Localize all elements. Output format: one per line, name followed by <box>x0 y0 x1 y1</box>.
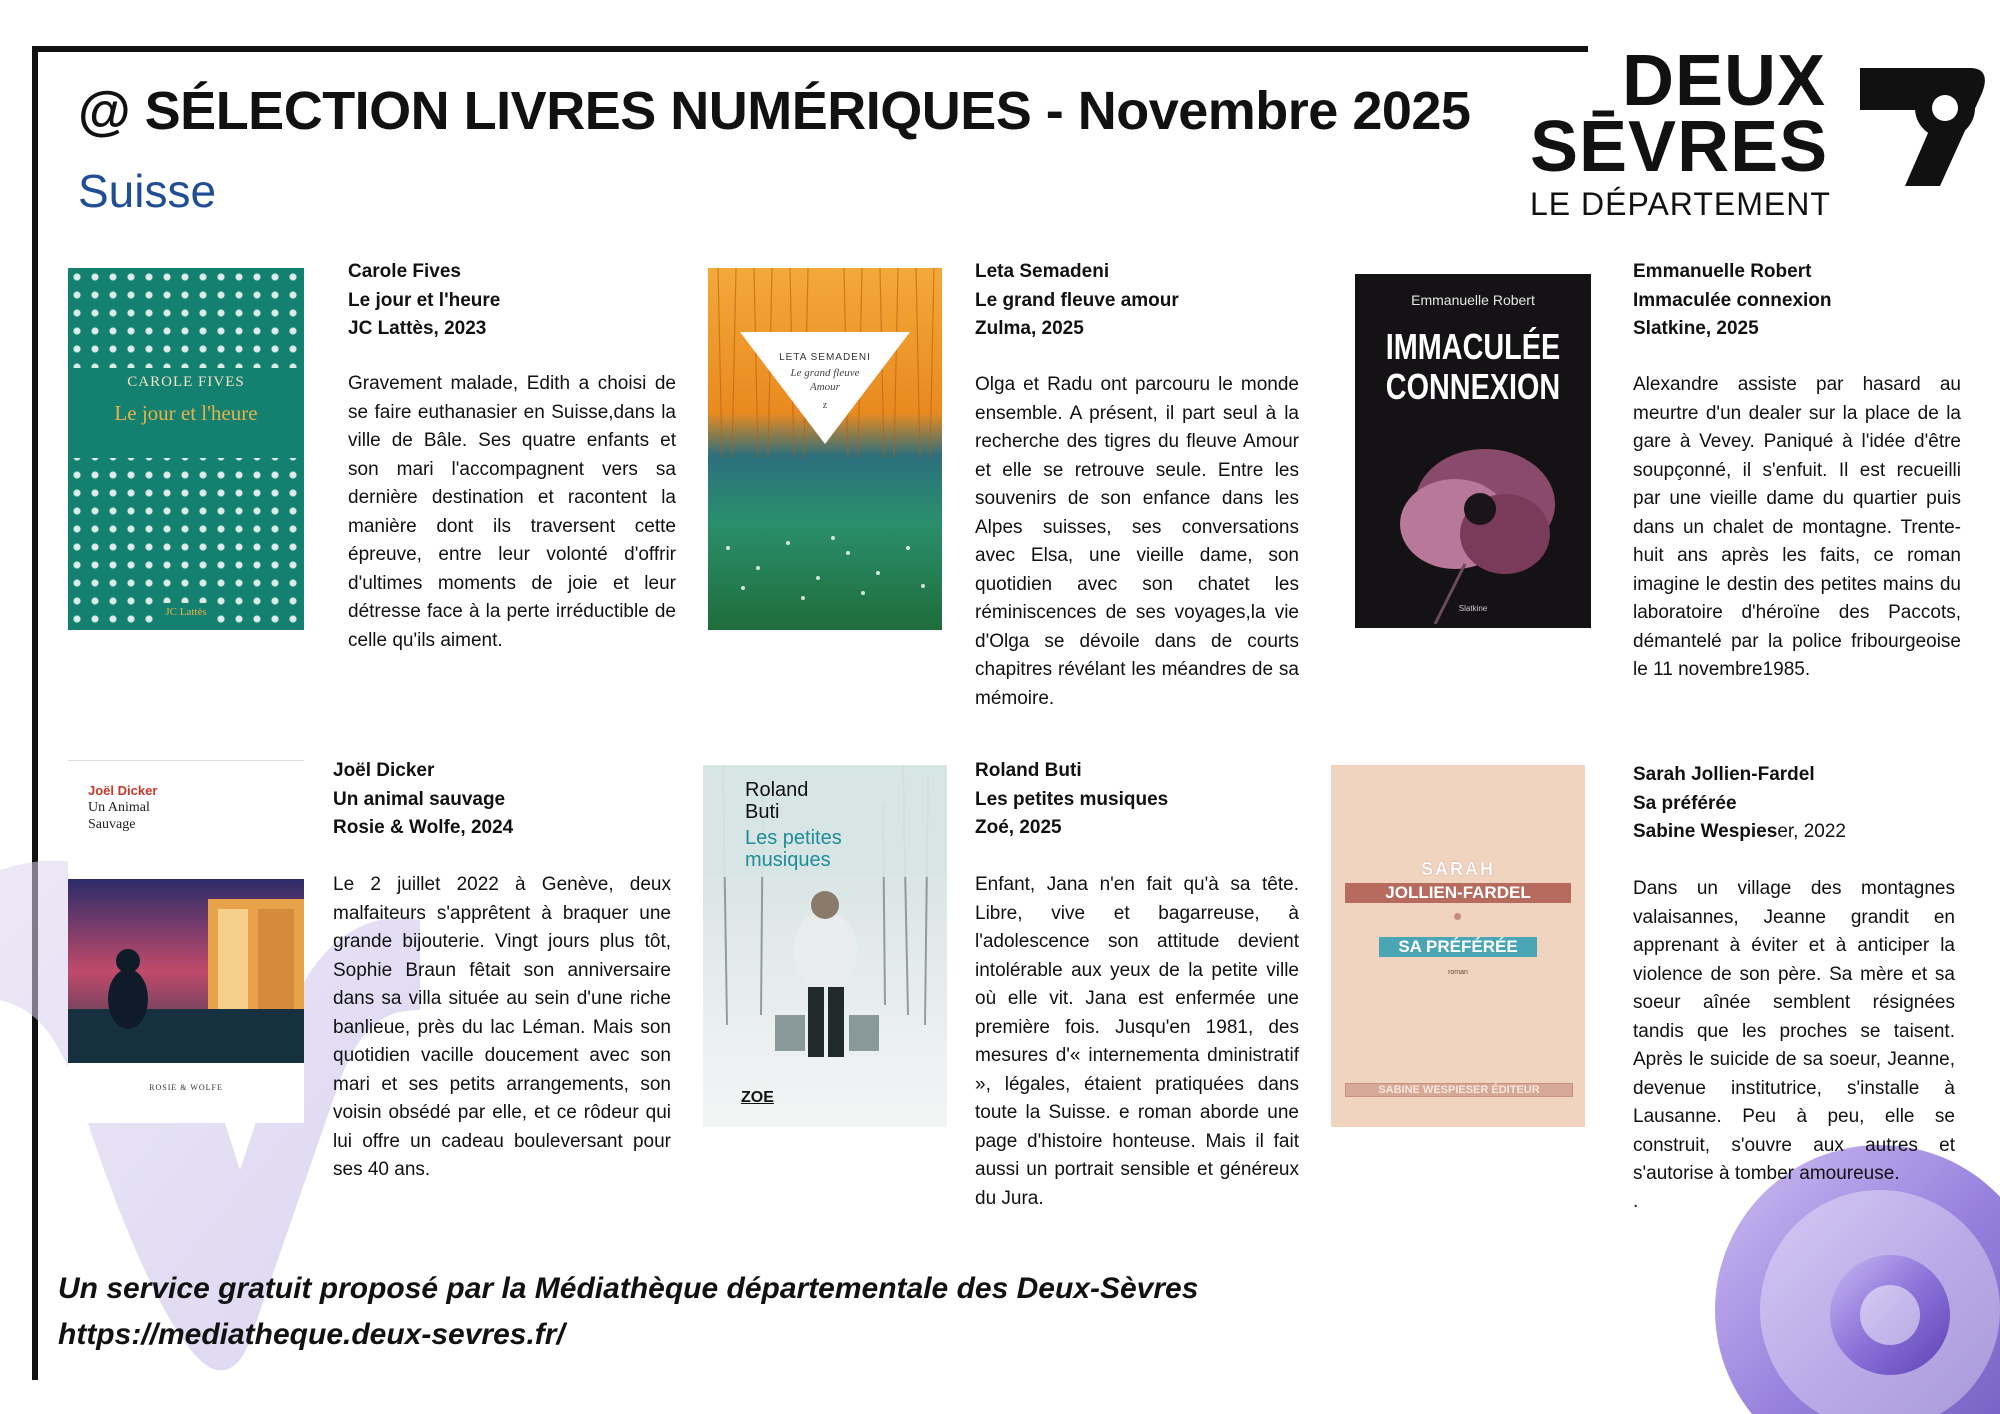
cover-title: Le grand fleuve Amour <box>790 367 860 393</box>
book-description: Dans un village des montagnes valaisannes, Jeanne grandit en apprenant à éviter et à anticiper la violence de son père. Sa mère et sa soeur aînée semblent résignées tandis que les proches se taisent. Après le suicide de sa soeur, Jeanne, devenue institutrice, s'installe à Lausanne. Peu à peu, elle se construit, s'ouvre aux autres et s'autorise à tomber amoureuse. <box>1633 878 1955 1184</box>
book-title: Le jour et l'heure <box>348 289 501 311</box>
book-author: Sarah Jollien-Fardel <box>1633 764 1815 785</box>
book-title: Immaculée connexion <box>1633 289 1832 311</box>
footer-url-link[interactable]: https://mediatheque.deux-sevres.fr/ <box>58 1318 565 1351</box>
book-publisher: Rosie & Wolfe, 2024 <box>333 817 514 838</box>
cover-author-line1: SARAH <box>1420 859 1495 879</box>
book-cover-le-jour-et-l-heure <box>68 268 304 630</box>
cover-publisher: SABINE WESPIESER ÉDITEUR <box>1345 1083 1573 1097</box>
page-subtitle: Suisse <box>78 165 217 217</box>
book-author: Emmanuelle Robert <box>1633 261 1812 282</box>
cover-author-line1: Roland <box>745 779 809 801</box>
footer-service-text: Un service gratuit proposé par la Médiathèque départementale des Deux-Sèvres <box>58 1272 1199 1305</box>
book-description: Olga et Radu ont parcouru le monde ensemble. A présent, il part seul à la recherche des tigres du fleuve Amour et elle se retrouve seule. Entre les souvenirs de son enfance dans les Alpes suisses, ses conversations avec Elsa, une vieille dame, son quotidien avec son chatet les réminiscences de ses voyages,la vie d'Olga se dévoile dans de courts chapitres révélant les méandres de sa mémoire. <box>975 374 1299 709</box>
cover-title-line2: Sauvage <box>88 817 136 832</box>
book-description: Gravement malade, Edith a choisi de se faire euthanasier en Suisse,dans la ville de Bâle. Ses quatre enfants et son mari l'accompagnent vers sa dernière destination et racontent la manière dont ils traversent cette épreuve, entre leur volonté d'offrir d'ultimes moments de joie et leur détresse face à la perte irréductible de celle qu'ils aiment. <box>348 373 676 651</box>
book-cover-les-petites-musiques <box>703 765 947 1127</box>
book-publisher-bold: Sabine Wespies <box>1633 821 1778 842</box>
book-info-le-grand-fleuve-amour <box>975 258 1305 344</box>
cover-publisher: ROSIE & WOLFE <box>149 1083 223 1092</box>
cover-author-line2: JOLLIEN-FARDEL <box>1345 883 1571 903</box>
book-title: Le grand fleuve amour <box>975 289 1179 311</box>
book-description: Enfant, Jana n'en fait qu'à sa tête. Libre, vive et bagarreuse, à l'adolescence son attitude devient intolérable aux yeux de la petite ville où elle vit. Jana est enfermée une première fois. Jusqu'en 1981, des mesures d'« internementa dministratif », légales, étaient pratiquées dans toute la Suisse. e roman aborde une page d'histoire honteuse. Mais il fait aussi un portrait sensible et généreux du Jura. <box>975 874 1299 1209</box>
book-publisher: Slatkine, 2025 <box>1633 318 1759 339</box>
book-description-trailing: . <box>1633 1191 1639 1212</box>
logo-text-sevres: SĒVRES <box>1530 107 1829 187</box>
logo-number: 79 <box>1920 128 1922 129</box>
book-cover-un-animal-sauvage <box>68 760 304 1123</box>
book-info-un-animal-sauvage <box>333 757 663 843</box>
book-description: Le 2 juillet 2022 à Genève, deux malfaiteurs s'apprêtent à braquer une grande bijouterie. Vingt jours plus tôt, Sophie Braun fêtait son anniversaire dans sa villa située au sein d'une riche banlieue, près du lac Léman. Mais son quotidien vacille doucement avec son mari et ses petits arrangements, son voisin obsédé par elle, et ce rôdeur qui lui offre un cadeau bouleversant pour ses 40 ans. <box>333 874 671 1180</box>
book-title: Les petites musiques <box>975 788 1169 810</box>
cover-author: CAROLE FIVES <box>127 374 245 390</box>
cover-author: Emmanuelle Robert <box>1411 292 1535 308</box>
cover-publisher: Slatkine <box>1458 604 1488 613</box>
book-info-le-jour-et-l-heure <box>348 258 678 344</box>
book-publisher <box>1633 818 1963 847</box>
logo-79-emblem <box>1850 48 1990 188</box>
cover-publisher: JC Lattès <box>165 606 207 618</box>
book-author: Roland Buti <box>975 760 1082 781</box>
page-title: @ SÉLECTION LIVRES NUMÉRIQUES - Novembre 2025 <box>78 81 1471 141</box>
cover-night-scene <box>68 879 304 1063</box>
book-description: Alexandre assiste par hasard au meurtre d'un dealer sur la place de la gare à Vevey. Paniqué à l'idée d'être soupçonné, il s'enfuit. Il est recueilli par une vieille dame du quartier puis dans un chalet de montagne. Trente-huit ans après les faits, ce roman imagine le destin des petites mains du laboratoire d'héroïne des Paccots, démantelé par la police fribourgeoise le 11 novembre1985. <box>1633 374 1961 680</box>
book-author: Leta Semadeni <box>975 261 1110 282</box>
book-cover-sa-preferee <box>1331 765 1585 1127</box>
book-info-sa-preferee <box>1633 761 1963 847</box>
cover-author: LETA SEMADENI <box>779 352 871 363</box>
cover-author-line2: Buti <box>745 801 780 823</box>
logo-text-deux: DEUX <box>1622 41 1827 121</box>
cover-title: SA PRÉFÉRÉE <box>1379 937 1537 957</box>
book-title: Un animal sauvage <box>333 788 506 810</box>
book-author: Joël Dicker <box>333 760 435 781</box>
cover-title-line1: IMMACULÉE <box>1385 326 1561 367</box>
cover-reeds <box>708 268 942 630</box>
frame-top-border <box>36 46 1588 52</box>
book-publisher: Zulma, 2025 <box>975 318 1084 339</box>
cover-dot <box>1454 913 1461 920</box>
book-cover-immaculee-connexion <box>1355 274 1591 628</box>
logo-text-departement: LE DÉPARTEMENT <box>1530 186 1831 222</box>
cover-title-line1: Un Animal <box>88 800 150 815</box>
cover-poppy-flower <box>1355 424 1591 624</box>
book-info-les-petites-musiques <box>975 757 1305 843</box>
cover-title-line2: musiques <box>745 849 831 871</box>
cover-publisher: ZOE <box>741 1089 774 1106</box>
cover-publisher-mark: z <box>822 400 828 411</box>
cover-title: Le jour et l'heure <box>114 401 258 425</box>
book-info-immaculee-connexion <box>1633 258 1963 344</box>
deux-sevres-logo <box>1520 40 1990 225</box>
book-publisher-rest: er, 2022 <box>1777 821 1846 842</box>
cover-title-line1: Les petites <box>745 827 842 849</box>
book-publisher: JC Lattès, 2023 <box>348 318 487 339</box>
cover-title-line2: CONNEXION <box>1385 366 1561 407</box>
book-cover-le-grand-fleuve-amour <box>708 268 942 630</box>
book-author: Carole Fives <box>348 261 461 282</box>
cover-genre: roman <box>1448 969 1468 976</box>
cover-author: Joël Dicker <box>88 783 158 798</box>
book-publisher: Zoé, 2025 <box>975 817 1062 838</box>
book-title: Sa préférée <box>1633 792 1737 814</box>
